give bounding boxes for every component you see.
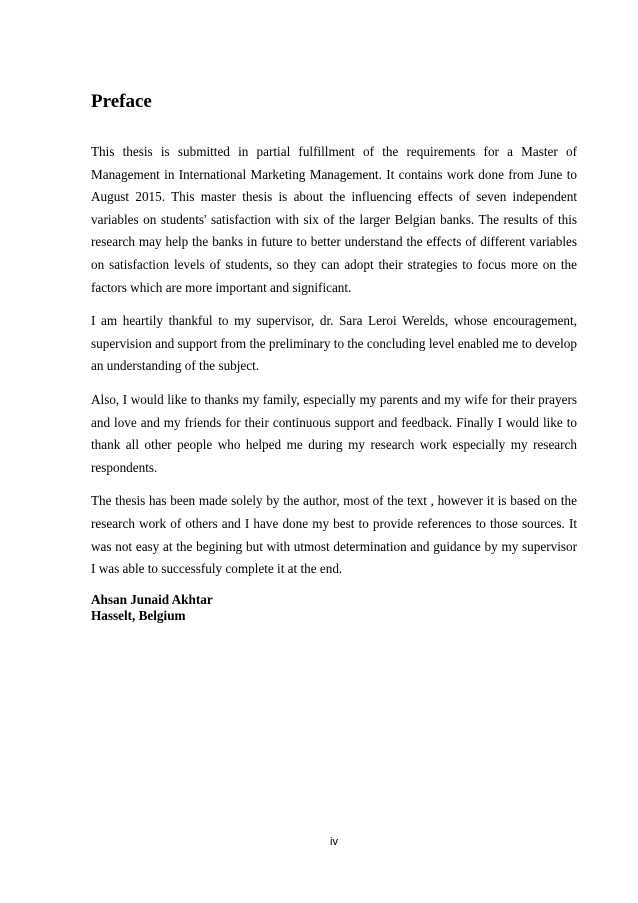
page-title: Preface <box>91 91 152 112</box>
paragraph-family-thanks: Also, I would like to thanks my family, especially my parents and my wife for their prayers and love and my friends for their continuous support and feedback. Finally I would like to thank all other people who helped me during my research work especially my research respondents. <box>91 391 577 475</box>
page-number: iv <box>330 836 338 848</box>
document-page <box>91 0 577 903</box>
author-location: Hasselt, Belgium <box>91 607 186 623</box>
paragraph-authorship: The thesis has been made solely by the author, most of the text , however it is based on the research work of others and I have done my best to provide references to those sources. It was not easy at the begining but with utmost determination and guidance by my supervisor I was able to successfuly complete it at the end. <box>91 493 577 577</box>
paragraph-supervisor-thanks: I am heartily thankful to my supervisor, dr. Sara Leroi Werelds, whose encouragement, supervision and support from the preliminary to the concluding level enabled me to develop an understanding of the subject. <box>91 313 577 374</box>
signature-block <box>91 592 577 624</box>
paragraph-thesis-intro: This thesis is submitted in partial fulfillment of the requirements for a Master of Management in International Marketing Management. It contains work done from June to August 2015. This master thesis is about the influencing effects of seven independent variables on students' satisfaction with six of the larger Belgian banks. The results of this research may help the banks in future to better understand the effects of different variables on satisfaction levels of students, so they can adopt their strategies to focus more on the factors which are more important and significant. <box>91 144 577 295</box>
author-name: Ahsan Junaid Akhtar <box>91 591 213 607</box>
document-body <box>91 141 577 624</box>
